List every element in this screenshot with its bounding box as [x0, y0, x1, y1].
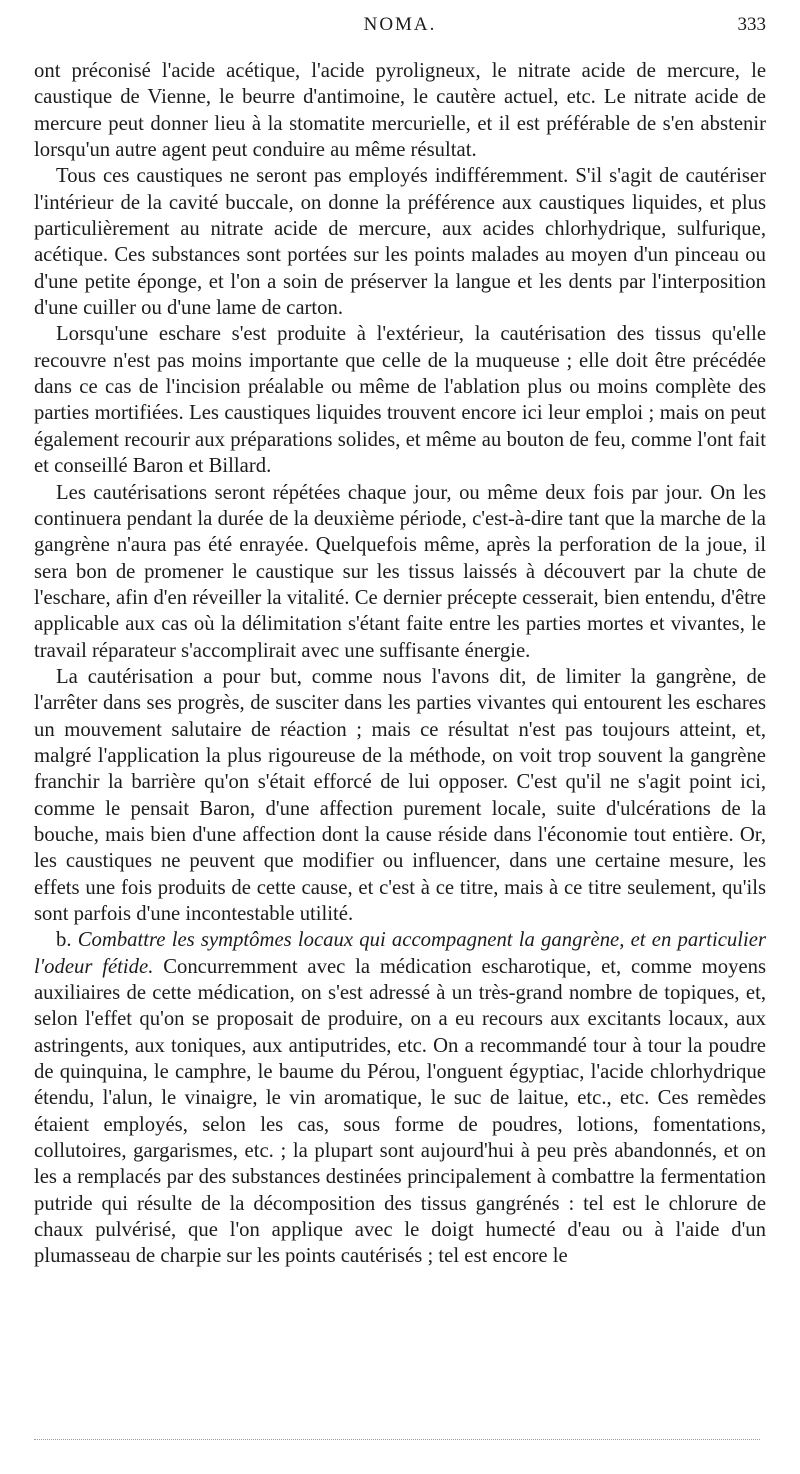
section-heading: Combattre les symptômes locaux qui accompagnent la gangrène, et en particulier l'odeur fétide.	[34, 929, 767, 978]
page-number: 333	[737, 14, 766, 35]
body-text	[34, 58, 766, 1270]
section-b-paragraph	[34, 927, 766, 1269]
footer-rule	[34, 1439, 760, 1440]
running-title: NOMA.	[363, 14, 437, 35]
paragraph: ont préconisé l'acide acétique, l'acide pyroligneux, le nitrate acide de mercure, le caustique de Vienne, le beurre d'antimoine, le cautère actuel, etc. Le nitrate acide de mercure peut donner lieu à la stomatite mercurielle, et il est préférable de s'en abstenir lorsqu'un autre agent peut conduire au même résultat.	[34, 60, 766, 162]
section-label: b.	[56, 929, 72, 952]
paragraph: Lorsqu'une eschare s'est produite à l'extérieur, la cautérisation des tissus qu'elle recouvre n'est pas moins importante que celle de la muqueuse ; elle doit être précédée dans ce cas de l'incision préalable ou même de l'ablation plus ou moins complète des parties mortifiées. Les caustiques liquides trouvent encore ici leur emploi ; mais on peut également recourir aux préparations solides, et même au bouton de feu, comme l'ont fait et conseillé Baron et Billard.	[34, 323, 766, 478]
section-body: Concurremment avec la médication escharotique, et, comme moyens auxiliaires de cette médication, on s'est adressé à un très-grand nombre de topiques, et, selon l'effet qu'on se proposait de produire, on a eu recours aux excitants locaux, aux astringents, aux toniques, aux antiputrides, etc. On a recommandé tour à tour la poudre de quinquina, le camphre, le baume du Pérou, l'onguent égyptiac, l'acide chlorhydrique étendu, l'alun, le vinaigre, le vin aromatique, le suc de laitue, etc., etc. Ces remèdes étaient employés, selon les cas, sous forme de poudres, lotions, fomentations, collutoires, gargarismes, etc. ; la plupart sont aujourd'hui à peu près abandonnés, et on les a remplacés par des substances destinées principalement à combattre la fermentation putride qui résulte de la décomposition des tissus gangrénés : tel est le chlorure de chaux pulvérisé, que l'on applique avec le doigt humecté d'eau ou à l'aide d'un plumasseau de charpie sur les points cautérisés ; tel est encore le	[34, 955, 767, 1268]
page-header	[34, 14, 766, 42]
paragraph: Tous ces caustiques ne seront pas employés indifféremment. S'il s'agit de cautériser l'intérieur de la cavité buccale, on donne la préférence aux caustiques liquides, et plus particulièrement au nitrate acide de mercure, aux acides chlorhydrique, sulfurique, acétique. Ces substances sont portées sur les points malades au moyen d'un pinceau ou d'une petite éponge, et l'on a soin de préserver la langue et les dents par l'interposition d'une cuiller ou d'une lame de carton.	[34, 165, 766, 320]
paragraph: La cautérisation a pour but, comme nous l'avons dit, de limiter la gangrène, de l'arrêter dans ses progrès, de susciter dans les parties vivantes qui entourent les eschares un mouvement salutaire de réaction ; mais ce résultat n'est pas toujours atteint, et, malgré l'application la plus rigoureuse de la méthode, on voit trop souvent la gangrène franchir la barrière qu'on s'était efforcé de lui opposer. C'est qu'il ne s'agit point ici, comme le pensait Baron, d'une affection purement locale, suite d'ulcérations de la bouche, mais bien d'une affection dont la cause réside dans l'économie tout entière. Or, les caustiques ne peuvent que modifier ou influencer, dans une certaine mesure, les effets une fois produits de cette cause, et c'est à ce titre, mais à ce titre seulement, qu'ils sont parfois d'une incontestable utilité.	[34, 665, 766, 925]
paragraph: Les cautérisations seront répétées chaque jour, ou même deux fois par jour. On les continuera pendant la durée de la deuxième période, c'est-à-dire tant que la marche de la gangrène n'aura pas été enrayée. Quelquefois même, après la perforation de la joue, il sera bon de promener le caustique sur les tissus laissés à découvert par la chute de l'eschare, afin d'en réveiller la vitalité. Ce dernier précepte cesserait, bien entendu, d'être applicable aux cas où la délimitation s'étant faite entre les parties mortes et vivantes, le travail réparateur s'accomplirait avec une suffisante énergie.	[34, 481, 766, 662]
